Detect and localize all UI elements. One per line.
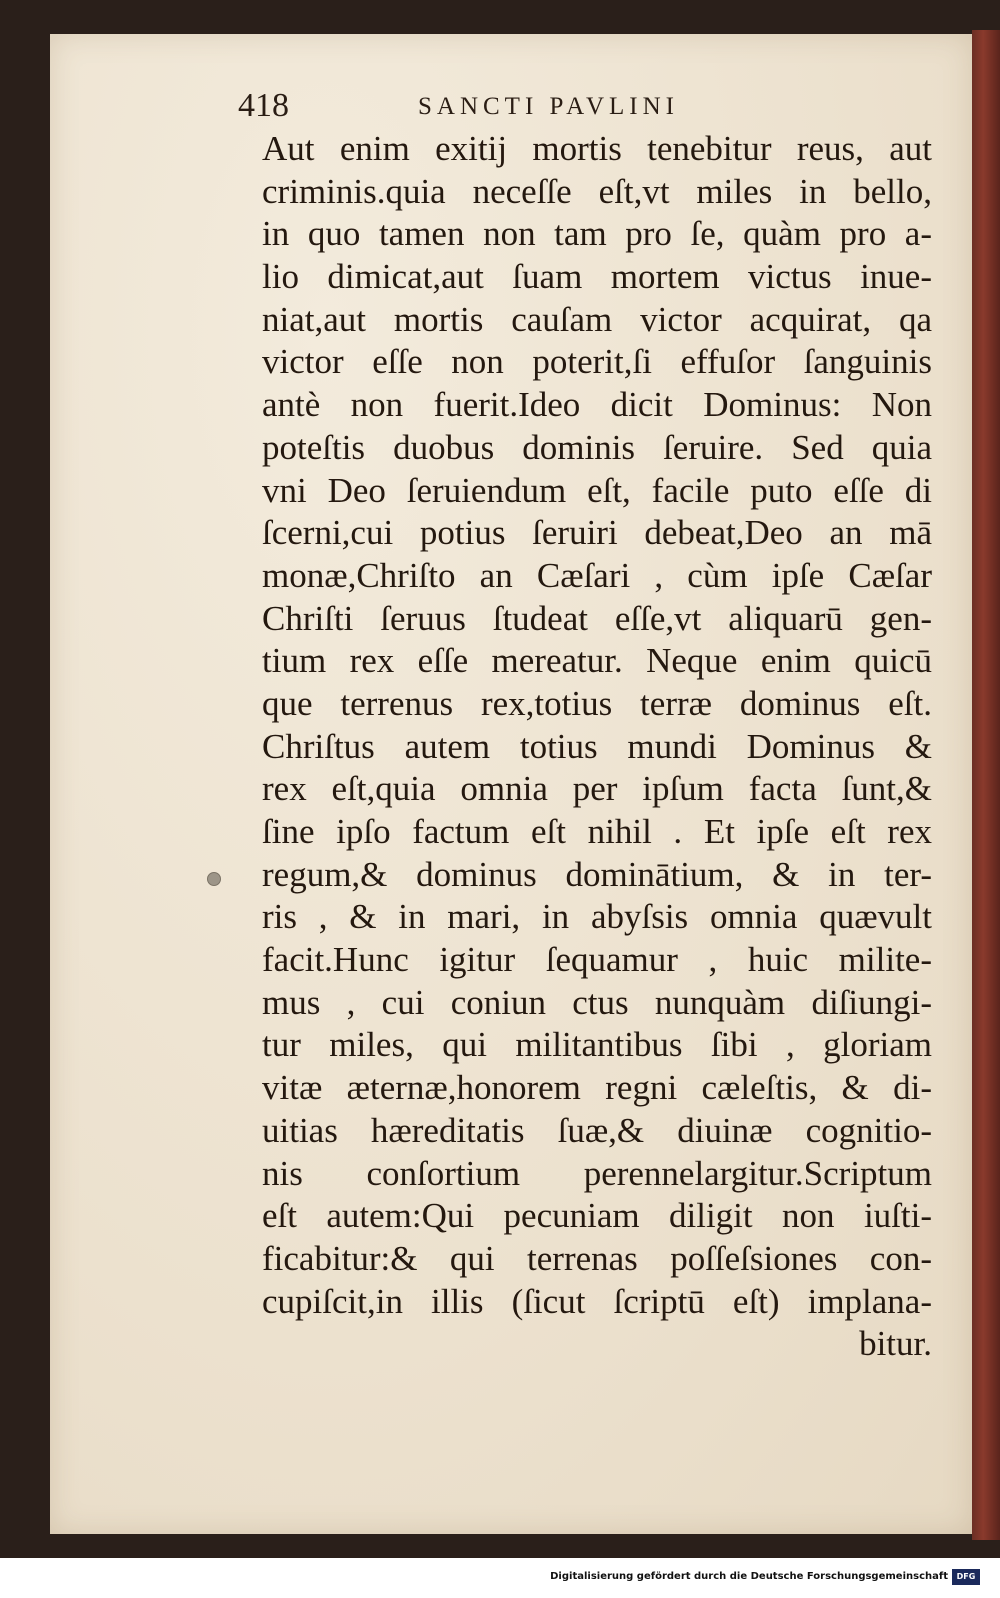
text-line: Chriſtus autem totius mundi Dominus & (262, 726, 932, 766)
text-line: ſine ipſo factum eſt nihil . Et ipſe eſt rex (262, 812, 932, 851)
text-line: ficabitur:& qui terrenas poſſeſsiones con- (262, 1238, 932, 1278)
body-text (262, 128, 932, 1366)
text-line: niat,aut mortis cauſam victor acquirat, qa (262, 299, 932, 339)
text-line: cupiſcit,in illis (ſicut ſcriptū eſt) implana- (262, 1281, 932, 1321)
text-line: mus , cui coniun ctus nunquàm diſiungi- (262, 982, 932, 1022)
book-page-edge (972, 30, 1000, 1540)
dfg-logo-icon: DFG (952, 1569, 980, 1585)
text-line: tur miles, qui militantibus ſibi , gloriam (262, 1025, 932, 1065)
text-line: que terrenus rex,totius terræ dominus eſt. (262, 683, 932, 723)
page-number: 418 (238, 87, 289, 124)
text-line: Chriſti ſeruus ſtudeat eſſe,vt aliquarū gen- (262, 598, 932, 638)
digitization-footer (0, 1558, 1000, 1598)
text-line: ris , & in mari, in abyſsis omnia quævult (262, 897, 932, 937)
text-line: vitæ æternæ,honorem regni cæleſtis, & di- (262, 1068, 932, 1108)
ink-blot-mark (207, 872, 221, 886)
text-line: ſcerni,cui potius ſeruiri debeat,Deo an mā (262, 513, 932, 553)
funding-credit: Digitalisierung gefördert durch die Deutsche Forschungsgemeinschaft (550, 1571, 948, 1582)
text-line: antè non fuerit.Ideo dicit Dominus: Non (262, 385, 932, 425)
text-line: monæ,Chriſto an Cæſari , cùm ipſe Cæſar (262, 555, 932, 595)
text-line: nis conſortium perennelargitur.Scriptum (262, 1153, 932, 1193)
catchword-line: bitur. (859, 1324, 932, 1364)
text-line: Aut enim exitij mortis tenebitur reus, aut (262, 129, 932, 168)
text-line: uitias hæreditatis ſuæ,& diuinæ cognitio- (262, 1110, 932, 1150)
text-line: lio dimicat,aut ſuam mortem victus inue- (262, 257, 932, 297)
text-line: in quo tamen non tam pro ſe, quàm pro a- (262, 214, 932, 254)
page-header (238, 86, 838, 126)
text-line: regum,& dominus dominātium, & in ter- (262, 854, 932, 894)
text-line: tium rex eſſe mereatur. Neque enim quicū (262, 641, 932, 681)
text-line: poteſtis duobus dominis ſeruire. Sed quia (262, 427, 932, 467)
text-line: rex eſt,quia omnia per ipſum facta ſunt,& (262, 769, 932, 809)
text-line: facit.Hunc igitur ſequamur , huic milite- (262, 940, 932, 980)
running-title: SANCTI PAVLINI (418, 93, 680, 120)
text-line: victor eſſe non poterit,ſi effuſor ſanguinis (262, 342, 932, 382)
text-line: vni Deo ſeruiendum eſt, facile puto eſſe di (262, 470, 932, 510)
text-line: criminis.quia neceſſe eſt,vt miles in bello, (262, 171, 932, 211)
text-line: eſt autem:Qui pecuniam diligit non iuſti- (262, 1196, 932, 1236)
